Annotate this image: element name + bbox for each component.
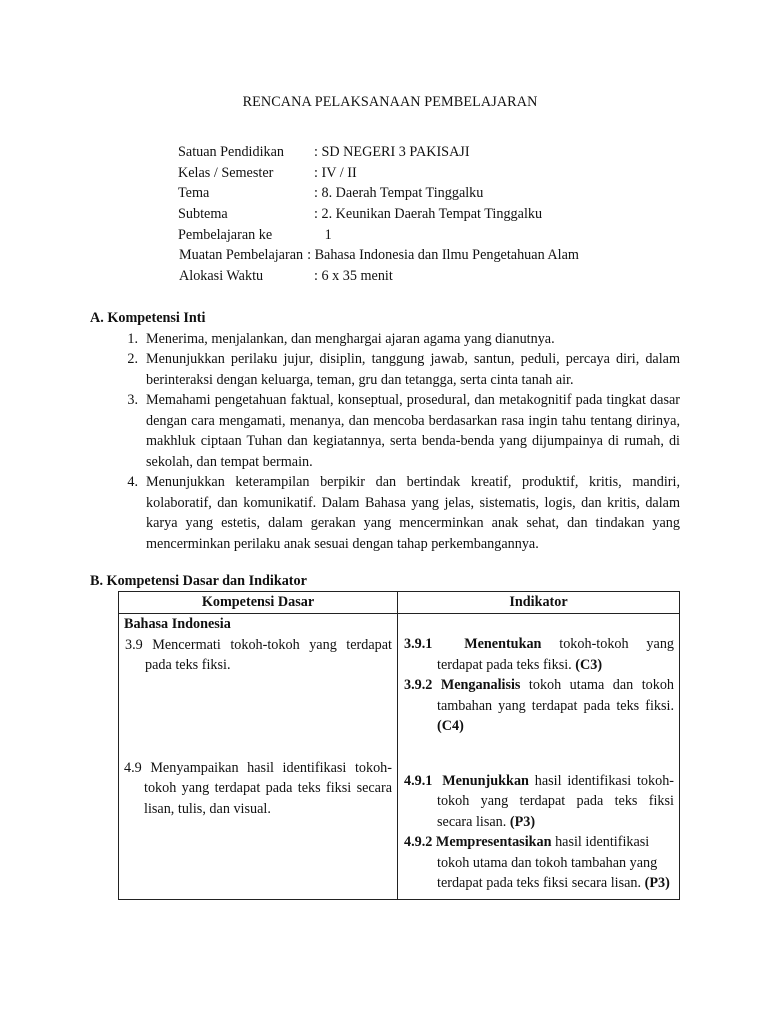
list-number: 2. <box>127 351 138 367</box>
list-item <box>90 472 680 554</box>
indikator-item <box>404 832 674 894</box>
indikator-tag: (C4) <box>437 718 464 734</box>
kompetensi-dasar-cell <box>119 614 398 900</box>
kompetensi-dasar-table <box>118 591 680 900</box>
indikator-text: tokoh-tokoh yang terdapat pada teks fiksi. <box>437 636 675 673</box>
indikator-code: 3.9.1 <box>404 636 433 652</box>
column-header-kompetensi-dasar: Kompetensi Dasar <box>119 592 398 614</box>
section-heading: B. Kompetensi Dasar dan Indikator <box>90 573 307 589</box>
table-header-row <box>119 592 680 614</box>
list-text: Memahami pengetahuan faktual, konseptual, prosedural, dan metakognitif pada tingkat dasar dengan cara mengamati, menanya, dan mencoba berdasarkan rasa ingin tahu tentang dirinya, makhluk ciptaan Tuhan dan kegiatannya, serta benda-benda yang dijumpainya di rumah, di sekolah, dan tempat bermain. <box>146 392 680 470</box>
indikator-cell <box>398 614 680 900</box>
list-number: 1. <box>127 330 138 347</box>
identity-value: : 2. Keunikan Daerah Tempat Tinggalku <box>314 206 543 223</box>
indikator-item <box>404 634 674 675</box>
identity-label: Muatan Pembelajaran <box>179 247 304 264</box>
identity-value: : 8. Daerah Tempat Tinggalku <box>314 185 484 202</box>
list-text: Menerima, menjalankan, dan menghargai ajaran agama yang dianutnya. <box>146 330 555 347</box>
document-title: RENCANA PELAKSANAAN PEMBELAJARAN <box>242 94 538 110</box>
identity-row <box>178 183 579 204</box>
indikator-verb: Menunjukkan <box>442 772 529 789</box>
identity-row <box>178 163 579 184</box>
identity-label: Alokasi Waktu <box>179 268 264 285</box>
identity-row <box>178 266 579 287</box>
identity-row <box>178 225 579 246</box>
identity-label: Subtema <box>178 206 228 223</box>
identity-value: : 6 x 35 menit <box>314 268 393 285</box>
indikator-item <box>404 675 674 737</box>
list-item <box>90 329 680 350</box>
list-number: 4. <box>127 474 138 490</box>
indikator-code: 4.9.2 <box>404 834 433 850</box>
list-text: Menunjukkan perilaku jujur, disiplin, tanggung jawab, santun, peduli, percaya diri, dalam berinteraksi dengan keluarga, teman, gru dan tetangga, serta cinta tanah air. <box>146 351 680 388</box>
indikator-text: hasil identifikasi tokoh utama dan tokoh tambahan yang terdapat pada teks fiksi secara lisan. <box>437 834 658 891</box>
kd-item: 3.9 Mencermati tokoh-tokoh yang terdapat pada teks fiksi. <box>125 636 392 673</box>
identity-value: 1 <box>314 226 332 243</box>
list-text: Menunjukkan keterampilan berpikir dan bertindak kreatif, produktif, kritis, mandiri, kolaboratif, dan komunikatif. Dalam Bahasa yang jelas, sistematis, logis, dan kritis, dalam karya yang estetis, dalam gerakan yang mencerminkan anak sehat, dan tindakan yang mencerminkan perilaku anak sesuai dengan tahap perkembangannya. <box>146 474 680 552</box>
kompetensi-inti-section <box>90 308 680 554</box>
identity-label: Satuan Pendidikan <box>178 144 284 160</box>
identity-label: Kelas / Semester <box>178 164 274 181</box>
identity-label: Pembelajaran ke <box>178 226 273 243</box>
identity-label: Tema <box>178 185 210 202</box>
indikator-tag: (C3) <box>575 656 603 673</box>
identity-row <box>178 204 579 225</box>
identity-row <box>178 142 579 163</box>
table-row <box>119 614 680 900</box>
section-heading: A. Kompetensi Inti <box>90 310 206 326</box>
identity-value: : Bahasa Indonesia dan Ilmu Pengetahuan Alam <box>307 247 579 264</box>
column-header-indikator: Indikator <box>398 592 680 614</box>
identity-block <box>178 142 579 287</box>
identity-value: : IV / II <box>314 164 357 181</box>
indikator-tag: (P3) <box>644 875 670 891</box>
list-item <box>90 349 680 390</box>
indikator-tag: (P3) <box>509 813 536 830</box>
indikator-verb: Menentukan <box>464 636 542 652</box>
kd-item: 4.9 Menyampaikan hasil identifikasi tokoh-tokoh yang terdapat pada teks fiksi secara lisan, tulis, dan visual. <box>124 759 392 817</box>
indikator-text: tokoh utama dan tokoh tambahan yang terdapat pada teks fiksi. <box>437 677 675 714</box>
indikator-code: 4.9.1 <box>404 772 433 789</box>
indikator-item <box>404 771 674 833</box>
kompetensi-inti-list <box>90 329 680 555</box>
indikator-text: hasil identifikasi tokoh-tokoh yang terdapat pada teks fiksi secara lisan. <box>437 772 675 830</box>
indikator-verb: Mempresentasikan <box>435 834 552 850</box>
identity-value: : SD NEGERI 3 PAKISAJI <box>314 144 470 160</box>
identity-row <box>178 245 579 266</box>
list-item <box>90 390 680 472</box>
indikator-code: 3.9.2 <box>404 677 433 693</box>
list-number: 3. <box>127 392 138 408</box>
indikator-verb: Menganalisis <box>440 677 521 693</box>
subject-label: Bahasa Indonesia <box>124 616 231 632</box>
